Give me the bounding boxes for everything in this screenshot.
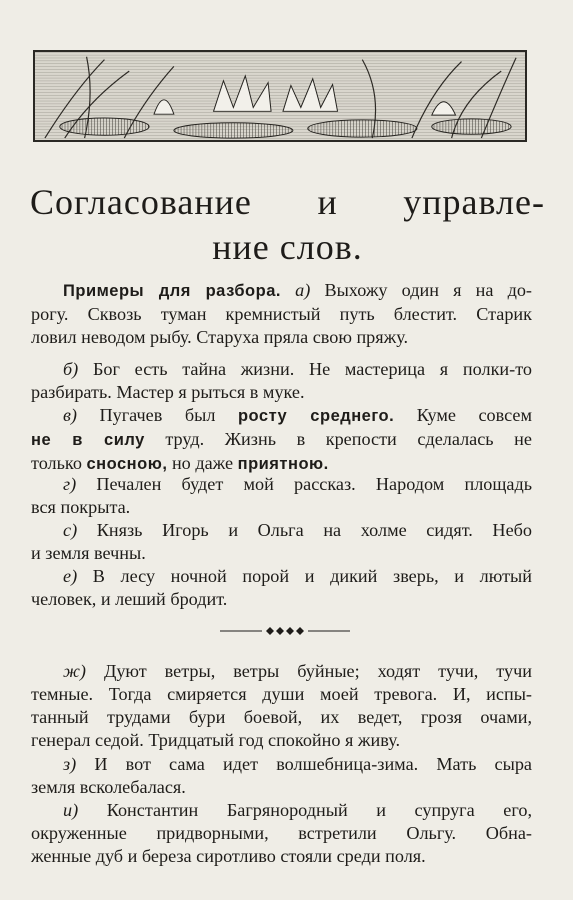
text-line bbox=[31, 428, 532, 452]
item-marker: в) bbox=[63, 405, 77, 425]
text-line bbox=[31, 822, 532, 845]
text-line bbox=[31, 279, 532, 303]
item-marker: а) bbox=[280, 280, 311, 300]
text-run: но даже bbox=[167, 453, 238, 473]
text-run: труд. Жизнь в крепости сделалась не bbox=[144, 429, 532, 449]
bold-term: Примеры для разбора. bbox=[63, 282, 281, 300]
example-paragraph bbox=[31, 519, 532, 565]
text-line bbox=[31, 729, 532, 752]
text-line bbox=[31, 496, 532, 519]
text-line bbox=[31, 542, 532, 565]
text-run: Князь Игорь и Ольга на холме сидят. Небо bbox=[77, 520, 532, 540]
item-marker: с) bbox=[63, 520, 78, 540]
text-run: рогу. Сквозь туман кремнистый путь блестит. Старик bbox=[31, 304, 532, 324]
item-marker: з) bbox=[63, 754, 77, 774]
text-line bbox=[31, 753, 532, 776]
text-run: Пугачев был bbox=[76, 405, 238, 425]
item-marker: г) bbox=[63, 474, 77, 494]
bold-term: не в силу bbox=[31, 431, 145, 449]
text-line bbox=[31, 660, 532, 683]
text-line bbox=[31, 845, 532, 868]
item-marker: и) bbox=[63, 800, 79, 820]
text-run: Дуют ветры, ветры буйные; ходят тучи, тучи bbox=[85, 661, 532, 681]
text-line bbox=[31, 588, 532, 611]
example-paragraph bbox=[31, 660, 532, 752]
example-paragraph bbox=[31, 753, 532, 799]
text-line bbox=[31, 799, 532, 822]
text-run: ловил неводом рыбу. Старуха пряла свою пряжу. bbox=[31, 327, 409, 347]
text-line bbox=[31, 303, 532, 326]
text-run: женные дуб и береза сиротливо стояли среди поля. bbox=[31, 846, 426, 866]
example-paragraph bbox=[31, 358, 532, 404]
section-divider-ornament bbox=[220, 624, 350, 638]
text-line bbox=[31, 706, 532, 729]
item-marker: е) bbox=[63, 566, 78, 586]
bold-term: росту среднего. bbox=[237, 407, 395, 425]
text-line bbox=[31, 565, 532, 588]
text-line bbox=[31, 683, 532, 706]
bold-term: приятною. bbox=[237, 455, 329, 473]
text-run: Бог есть тайна жизни. Не мастерица я полки-то bbox=[78, 359, 532, 379]
page-title-line-1: Согласование и управле- bbox=[30, 182, 545, 222]
bold-term: сносною, bbox=[86, 455, 168, 473]
text-run: разбирать. Мастер я рыться в муке. bbox=[31, 382, 305, 402]
text-run: И вот сама идет волшебница-зима. Мать сыра bbox=[76, 754, 532, 774]
example-paragraph bbox=[31, 473, 532, 519]
text-line bbox=[31, 404, 532, 428]
text-line bbox=[31, 776, 532, 799]
text-run: Выхожу один я на до- bbox=[310, 280, 532, 300]
text-run: Константин Багрянородный и супруга его, bbox=[78, 800, 532, 820]
item-marker: б) bbox=[63, 359, 79, 379]
text-run: окруженные придворными, встретили Ольгу. Обна- bbox=[31, 823, 532, 843]
text-run: В лесу ночной порой и дикий зверь, и лютый bbox=[77, 566, 532, 586]
text-line bbox=[31, 381, 532, 404]
text-run: Куме совсем bbox=[394, 405, 532, 425]
example-paragraph bbox=[31, 404, 532, 476]
page-title-line-2: ние слов. bbox=[212, 227, 363, 267]
text-run: и земля вечны. bbox=[31, 543, 146, 563]
text-run: Печален будет мой рассказ. Народом площадь bbox=[76, 474, 532, 494]
text-run: человек, и леший бродит. bbox=[31, 589, 228, 609]
water-lily-illustration bbox=[33, 50, 527, 142]
text-run: генерал седой. Тридцатый год спокойно я живу. bbox=[31, 730, 401, 750]
text-run: танный трудами бури боевой, их ведет, грозя очами, bbox=[31, 707, 532, 727]
text-run: вся покрыта. bbox=[31, 497, 131, 517]
item-marker: ж) bbox=[63, 661, 86, 681]
example-paragraph bbox=[31, 279, 532, 349]
example-paragraph bbox=[31, 799, 532, 868]
text-run: земля всколебалася. bbox=[31, 777, 186, 797]
text-line bbox=[31, 358, 532, 381]
example-paragraph bbox=[31, 565, 532, 611]
text-run: темные. Тогда смиряется души моей тревога. И, испы- bbox=[31, 684, 532, 704]
text-line bbox=[31, 473, 532, 496]
text-run: только bbox=[31, 453, 87, 473]
text-line bbox=[31, 519, 532, 542]
text-line bbox=[31, 326, 532, 349]
